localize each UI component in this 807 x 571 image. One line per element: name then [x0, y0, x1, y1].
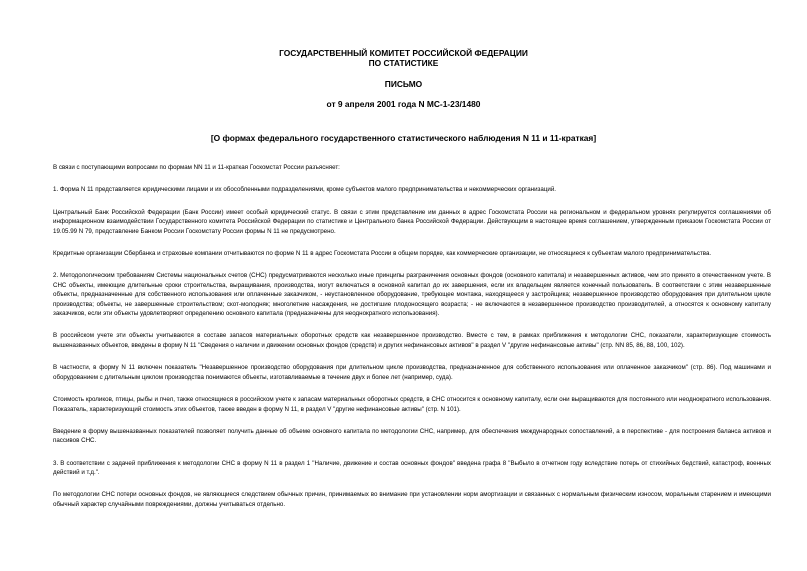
document-date-number: от 9 апреля 2001 года N МС-1-23/1480 — [326, 99, 481, 109]
document-body — [53, 163, 771, 522]
paragraph-item-2: 2. Методологическим требованиям Системы национальных счетов (СНС) предусматриваются несколько иные принципы разграничения основных фондов (основного капитала) и незавершенных активов, чем это принято в отечественном учете. В СНС объекты, имеющие длительные сроки строительства, выращивания, производства, могут включаться в основной капитал до их завершения, если их владельцем является конечный пользователь. В соответствии с этим незавершенные объекты, предназначенные для собственного использования или оплаченные заказчиком, - неустановленное оборудование, требующее монтажа, находящееся у застройщика; незавершенное производство оборудования при длительном цикле производства; объекты, не завершенные строительством; скот-молодняк; многолетние насаждения, не достигшие плодоносящего возраста; - не включаются в незавершенное производство производителей, а относятся к основному капиталу заказчиков, если эти объекты удовлетворяют определению основного капитала (предназначены для неоднократного использования). — [53, 272, 771, 318]
paragraph-introduction-indicators: Введение в форму вышеназванных показателей позволяет получить данные об объеме основного капитала по методологии СНС, например, для обеспечения международных сопоставлений, а в перспективе - для построения баланса активов и пассивов СНС. — [53, 427, 771, 445]
paragraph-item-3: 3. В соответствии с задачей приближения к методологии СНС в форму N 11 в раздел 1 "Наличие, движение и состав основных фондов" введена графа 8 "Выбыло в отчетном году вследствие потерь от стихийных бедствий, катастроф, военных действий и т.д.". — [53, 459, 771, 477]
paragraph-livestock: Стоимость кроликов, птицы, рыбы и пчел, также относящиеся в российском учете к запасам материальных оборотных средств, в СНС относится к основному капиталу, если они выращиваются для постоянного или неоднократного использования. Показатель, характеризующий стоимость этих объектов, также введен в форму N 11, в раздел V "другие нефинансовые активы" (стр. N 101). — [53, 396, 771, 413]
paragraph-credit-organizations: Кредитные организации Сбербанка и страховые компании отчитываются по форме N 11 в адрес Госкомстата России в общем порядке, как коммерческие организации, не относящиеся к субъектам малого предпринимательства. — [53, 249, 712, 257]
document-title: [О формах федерального государственного статистического наблюдения N 11 и 11-краткая] — [210, 133, 597, 143]
paragraph-intro: В связи с поступающими вопросами по формам NN 11 и 11-краткая Госкомстат России разъясняет: — [53, 164, 340, 171]
issuing-authority — [0, 48, 807, 68]
issuing-authority-line-2: ПО СТАТИСТИКЕ — [368, 58, 439, 68]
document-type: ПИСЬМО — [384, 79, 423, 89]
paragraph-russian-accounting: В российском учете эти объекты учитываются в составе запасов материальных оборотных средств как незавершенное производство. Вместе с тем, в рамках приближения к методологии СНС, показатели, характеризующие стоимость вышеназванных объектов, введены в форму N 11 "Сведения о наличии и движении основных фондов (средств) и других нефинансовых активов" в раздел V "другие нефинансовые активы" (стр. NN 85, 86, 88, 100, 102). — [53, 332, 771, 349]
paragraph-item-1: 1. Форма N 11 представляется юридическими лицами и их обособленными подразделениями, кроме субъектов малого предпринимательства и некоммерческих организаций. — [53, 186, 557, 194]
paragraph-central-bank: Центральный Банк Российской Федерации (Банк России) имеет особый юридический статус. В связи с этим представление им данных в адрес Госкомстата России на региональном и федеральном уровнях регулируется соглашениями об информационном взаимодействии Государственного комитета Российской Федерации по статистике и Центрального банка Российской Федерации. Действующим в настоящее время соглашением, утвержденным приказом Госкомстата России от 19.05.99 N 79, представление Банком России Госкомстату России формы N 11 не предусмотрено. — [53, 208, 771, 235]
paragraph-indicator-86: В частности, в форму N 11 включен показатель "Незавершенное производство оборудования при длительном цикле производства, предназначенное для собственного использования или оплаченное заказчиком" (стр. 86). Под машинами и оборудованием с длительным циклом производства понимаются объекты, изготавливаемые в течение двух и более лет (например, суда). — [53, 364, 771, 381]
issuing-authority-line-1: ГОСУДАРСТВЕННЫЙ КОМИТЕТ РОССИЙСКОЙ ФЕДЕРАЦИИ — [279, 48, 528, 58]
paragraph-sna-losses: По методологии СНС потери основных фондов, не являющиеся следствием обычных причин, принимаемых во внимание при установлении норм амортизации и связанных с нормальным физическим износом, моральным старением и имеющими обычный характер случайными повреждениями, должны учитываться отдельно. — [53, 491, 771, 508]
